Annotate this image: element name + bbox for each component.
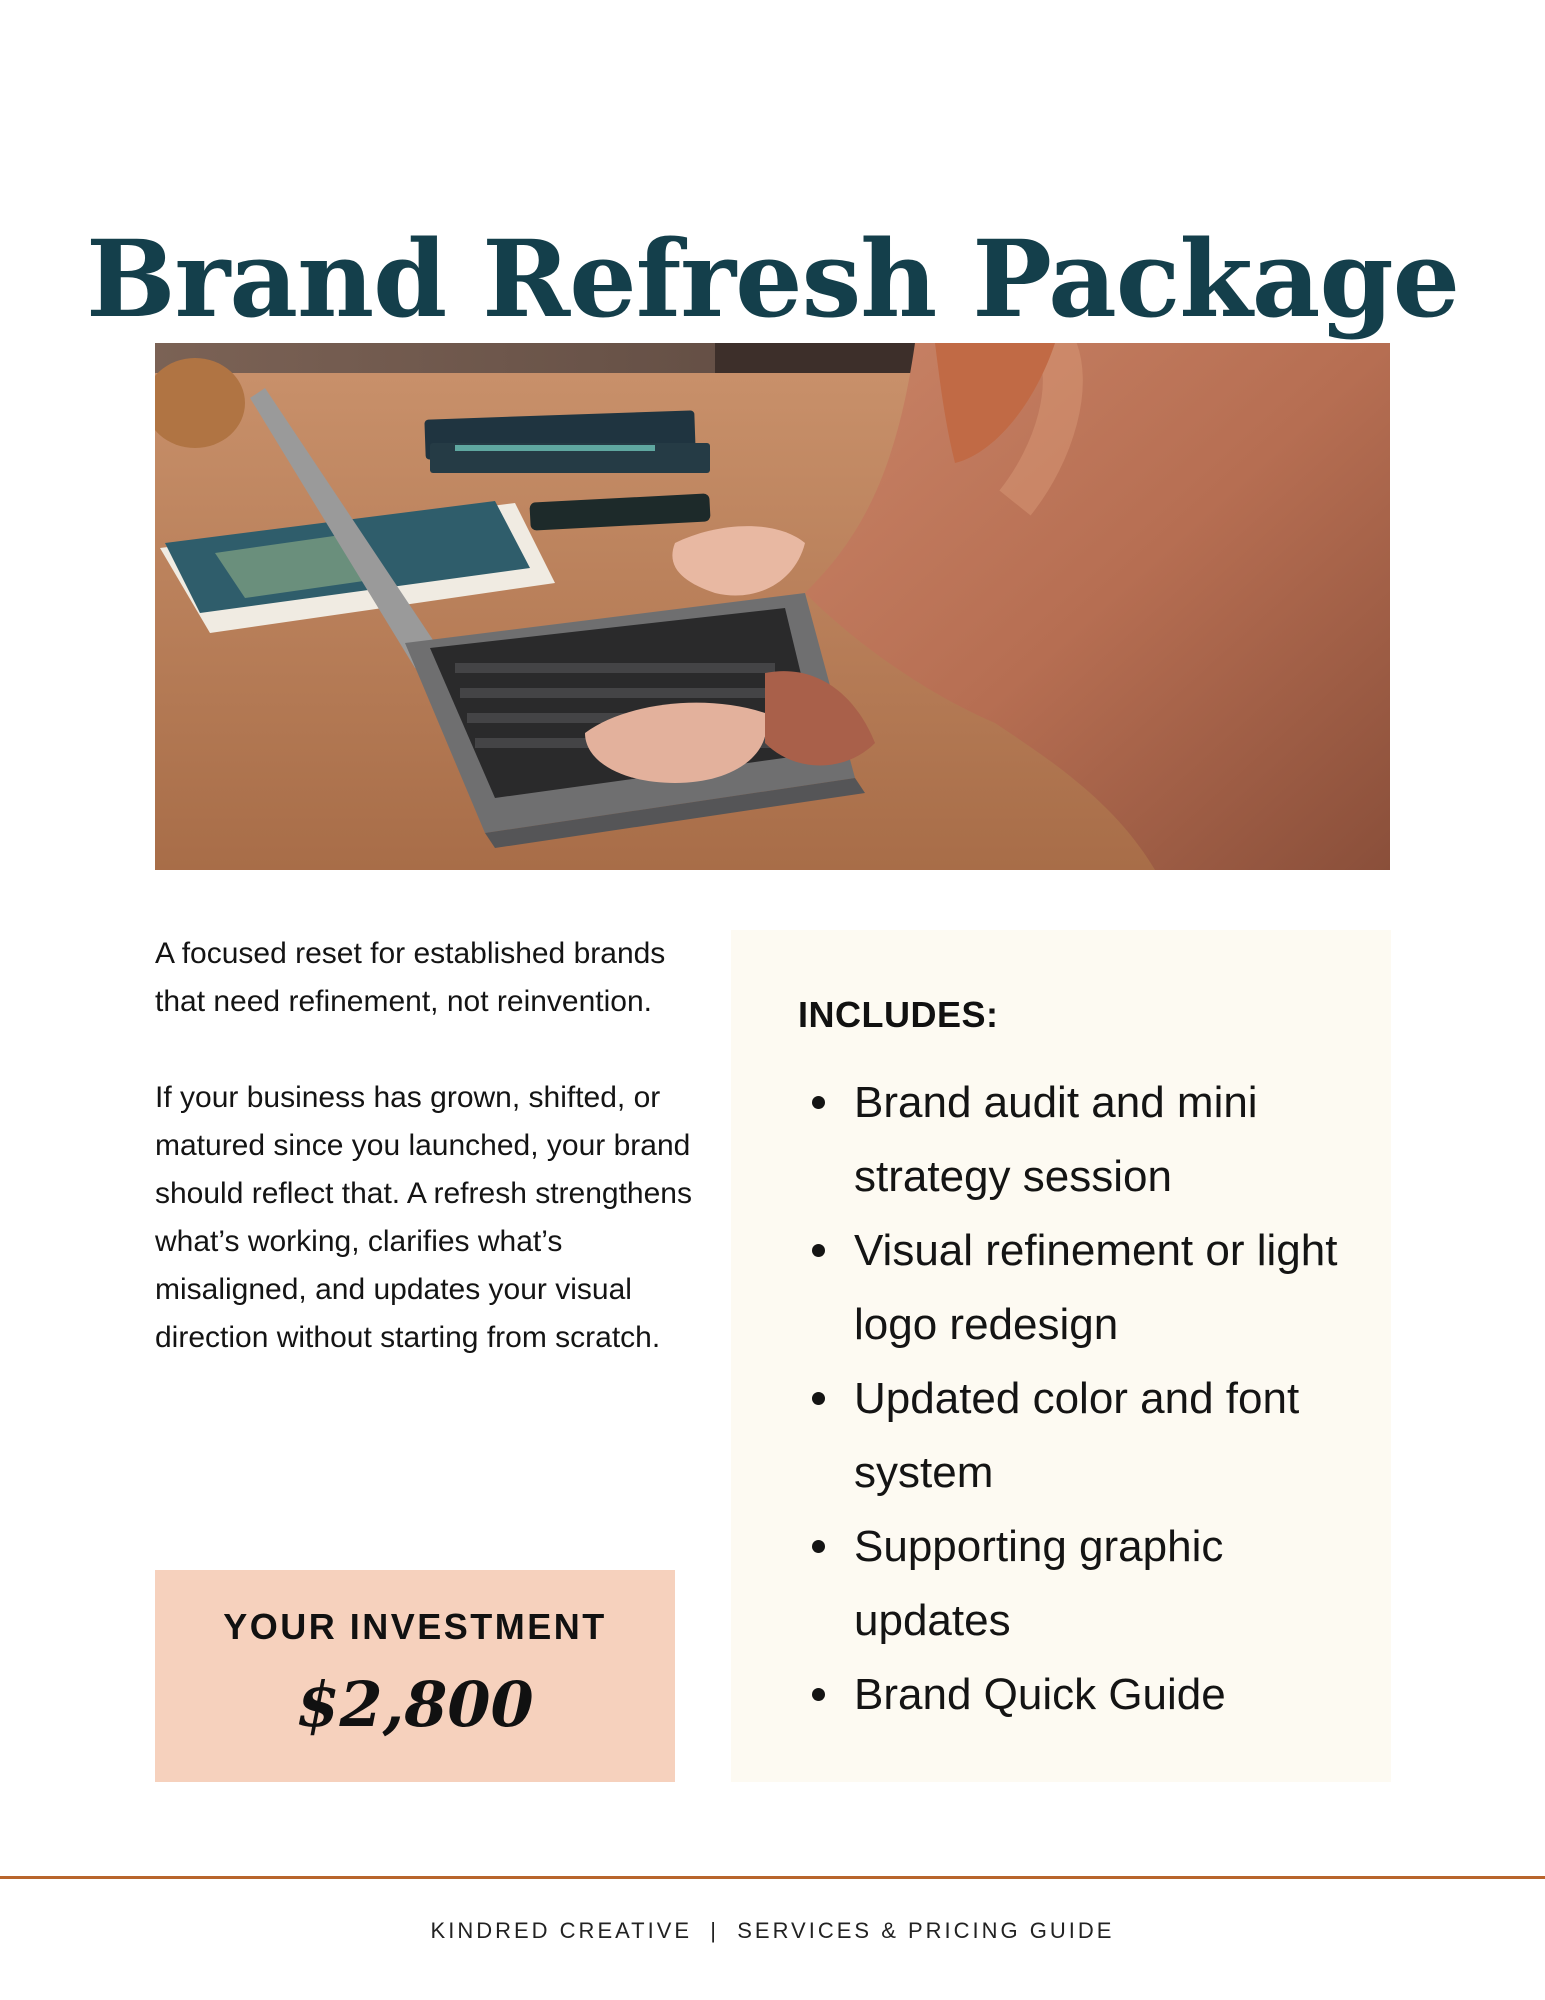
intro-paragraph: If your business has grown, shifted, or matured since you launched, your brand should reflect that. A refresh strengthens what’s working, clarifies what’s misaligned, and updates your visual direction without starting from scratch. <box>155 1081 692 1354</box>
includes-list <box>798 1066 1358 1732</box>
bullet-icon <box>812 1096 825 1109</box>
investment-label: YOUR INVESTMENT <box>223 1606 607 1647</box>
investment-box <box>155 1570 675 1782</box>
includes-heading: INCLUDES: <box>798 994 999 1035</box>
includes-panel <box>731 930 1391 1782</box>
footer-divider <box>0 1876 1545 1879</box>
list-item <box>798 1362 1358 1510</box>
page-title: Brand Refresh Package <box>85 216 1460 342</box>
list-item-label: Updated color and font system <box>854 1374 1300 1497</box>
intro-paragraph: A focused reset for established brands that need refinement, not reinvention. <box>155 937 666 1018</box>
footer-text: KINDRED CREATIVE | SERVICES & PRICING GUIDE <box>430 1918 1115 1943</box>
bullet-icon <box>812 1244 825 1257</box>
hero-photo <box>155 343 1390 870</box>
list-item-label: Visual refinement or light logo redesign <box>854 1226 1338 1349</box>
list-item <box>798 1510 1358 1658</box>
list-item-label: Brand audit and mini strategy session <box>854 1078 1258 1201</box>
list-item-label: Brand Quick Guide <box>854 1670 1226 1719</box>
list-item <box>798 1658 1358 1732</box>
list-item <box>798 1214 1358 1362</box>
bullet-icon <box>812 1392 825 1405</box>
intro-text <box>155 930 695 1410</box>
list-item <box>798 1066 1358 1214</box>
hero-photo-illustration <box>155 343 1390 870</box>
bullet-icon <box>812 1540 825 1553</box>
investment-price: $2,800 <box>296 1668 534 1741</box>
list-item-label: Supporting graphic updates <box>854 1522 1224 1645</box>
bullet-icon <box>812 1688 825 1701</box>
